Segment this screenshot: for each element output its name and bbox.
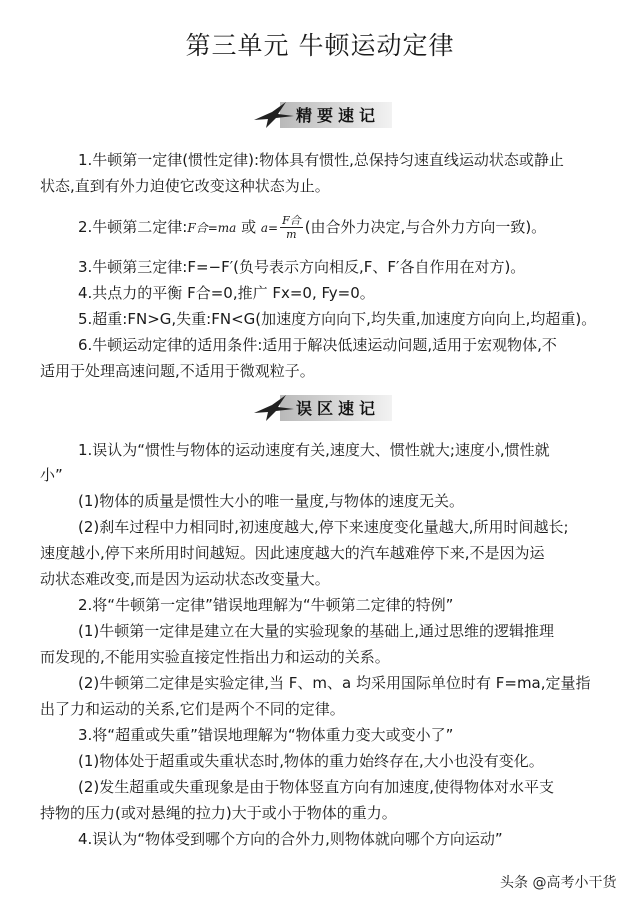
- text-line: (1)物体处于超重或失重状态时,物体的重力始终存在,大小也没有变化。: [78, 752, 544, 770]
- page-title: 第三单元 牛顿运动定律: [185, 31, 455, 60]
- watermark-text: 头条 @高考小干货: [500, 875, 617, 891]
- fraction-numerator: F合: [282, 214, 301, 227]
- text-line: (2)刹车过程中力相同时,初速度越大,停下来速度变化量越大,所用时间越长;: [78, 518, 569, 536]
- text-line: 2.将“牛顿第一定律”错误地理解为“牛顿第二定律的特例”: [78, 596, 454, 614]
- watermark: [500, 872, 616, 892]
- text-segment: 2.牛顿第二定律:: [78, 218, 188, 236]
- section-heading: 精要速记: [296, 106, 381, 125]
- formula-line: [40, 214, 640, 241]
- formula: a=: [260, 221, 279, 235]
- fraction-denominator: m: [286, 228, 297, 241]
- section-heading: 误区速记: [296, 399, 381, 418]
- text-line: (1)物体的质量是惯性大小的唯一量度,与物体的速度无关。: [78, 492, 465, 510]
- text-line: 动状态难改变,而是因为运动状态改变量大。: [40, 570, 330, 588]
- section-banner-summary: [246, 98, 396, 132]
- formula: F合=ma: [187, 221, 237, 235]
- text-line: 小”: [40, 466, 63, 484]
- text-line: (2)发生超重或失重现象是由于物体竖直方向有加速度,使得物体对水平支: [78, 778, 555, 796]
- text-line: 4.误认为“物体受到哪个方向的合外力,则物体就向哪个方向运动”: [78, 830, 503, 848]
- text-line: 持物的压力(或对悬绳的拉力)大于或小于物体的重力。: [40, 804, 397, 822]
- section-banner-mistakes: [246, 391, 396, 425]
- bird-icon: [252, 100, 296, 130]
- text-line: (2)牛顿第二定律是实验定律,当 F、m、a 均采用国际单位时有 F=ma,定量指: [78, 674, 591, 692]
- text-line: 5.超重:FN>G,失重:FN<G(加速度方向向下,均失重,加速度方向向上,均超重)。: [78, 310, 597, 328]
- text-line: 1.牛顿第一定律(惯性定律):物体具有惯性,总保持匀速直线运动状态或静止: [78, 151, 564, 169]
- text-line: 适用于处理高速问题,不适用于微观粒子。: [40, 362, 315, 380]
- text-line: 3.牛顿第三定律:F=−F′(负号表示方向相反,F、F′各自作用在对方)。: [78, 258, 526, 276]
- text-line: 6.牛顿运动定律的适用条件:适用于解决低速运动问题,适用于宏观物体,不: [78, 336, 557, 354]
- text-line: 速度越小,停下来所用时间越短。因此速度越大的汽车越难停下来,不是因为运: [40, 544, 545, 562]
- text-line: 3.将“超重或失重”错误地理解为“物体重力变大或变小了”: [78, 726, 454, 744]
- text-segment: (由合外力决定,与合外力方向一致)。: [304, 218, 547, 236]
- text-line: 1.误认为“惯性与物体的运动速度有关,速度大、惯性就大;速度小,惯性就: [78, 441, 550, 459]
- bird-icon: [252, 393, 296, 423]
- fraction: [280, 214, 303, 241]
- text-line: (1)牛顿第一定律是建立在大量的实验现象的基础上,通过思维的逻辑推理: [78, 622, 555, 640]
- text-line: 4.共点力的平衡 F合=0,推广 Fx=0, Fy=0。: [78, 284, 375, 302]
- text-line: 而发现的,不能用实验直接定性指出力和运动的关系。: [40, 648, 390, 666]
- text-line: 出了力和运动的关系,它们是两个不同的定律。: [40, 700, 345, 718]
- text-segment: 或: [236, 218, 261, 236]
- text-line: 状态,直到有外力迫使它改变这种状态为止。: [40, 177, 330, 195]
